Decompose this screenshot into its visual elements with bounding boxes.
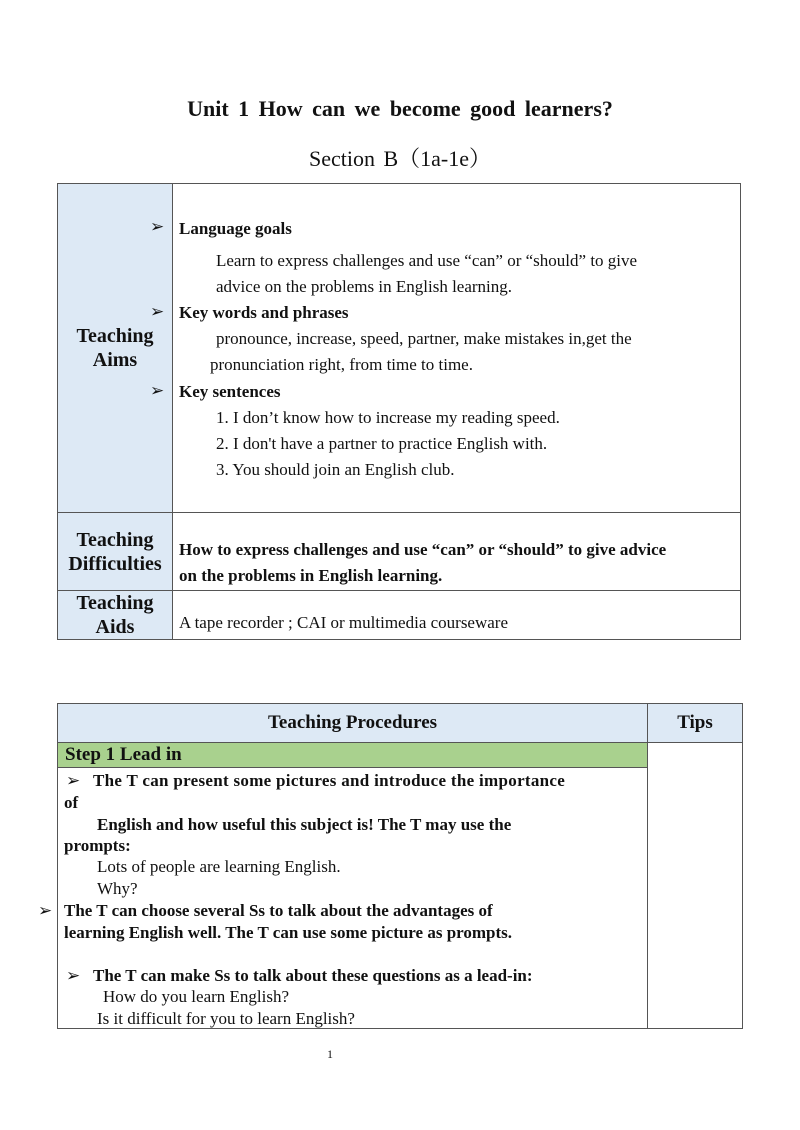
key-sentence: 1. I don’t know how to increase my reading speed. bbox=[216, 408, 560, 427]
key-words-heading: Key words and phrases bbox=[179, 303, 349, 322]
teaching-aids-text: A tape recorder ; CAI or multimedia courseware bbox=[179, 613, 509, 632]
teaching-aims-label: Teaching Aims bbox=[57, 183, 173, 513]
key-words-line: pronunciation right, from time to time. bbox=[210, 355, 473, 374]
procedure-text: The T can choose several Ss to talk about the advantages of bbox=[64, 901, 493, 920]
teaching-difficulties-label: Teaching Difficulties bbox=[57, 512, 173, 591]
arrowhead-bullet-icon: ➢ bbox=[150, 217, 165, 236]
procedure-text: English and how useful this subject is! The T may use the bbox=[97, 815, 512, 834]
page-subtitle: Section B（1a-1e） bbox=[308, 146, 492, 171]
procedure-text: How do you learn English? bbox=[103, 987, 290, 1006]
language-goals-heading: Language goals bbox=[179, 219, 292, 238]
arrowhead-bullet-icon: ➢ bbox=[66, 966, 81, 985]
difficulties-line: on the problems in English learning. bbox=[179, 566, 443, 585]
procedure-text: Is it difficult for you to learn English? bbox=[97, 1009, 355, 1028]
language-goals-line: Learn to express challenges and use “can” or “should” to give bbox=[216, 251, 638, 270]
procedure-text: prompts: bbox=[64, 836, 131, 855]
teaching-aids-label: Teaching Aids bbox=[57, 590, 173, 640]
key-sentence: 2. I don't have a partner to practice English with. bbox=[216, 434, 548, 453]
tips-cell bbox=[647, 742, 743, 1029]
key-words-line: pronounce, increase, speed, partner, make mistakes in,get the bbox=[216, 329, 632, 348]
arrowhead-bullet-icon: ➢ bbox=[38, 901, 53, 920]
step1-title: Step 1 Lead in bbox=[57, 742, 648, 768]
procedure-text: Why? bbox=[97, 879, 138, 898]
procedure-text: learning English well. The T can use some picture as prompts. bbox=[64, 923, 513, 942]
language-goals-line: advice on the problems in English learning. bbox=[216, 277, 513, 296]
procedures-header: Teaching Procedures bbox=[57, 703, 648, 743]
procedure-text: The T can make Ss to talk about these questions as a lead-in: bbox=[93, 966, 533, 985]
arrowhead-bullet-icon: ➢ bbox=[66, 771, 81, 790]
key-sentence: 3. You should join an English club. bbox=[216, 460, 455, 479]
page-title: Unit 1 How can we become good learners? bbox=[187, 96, 613, 121]
key-sentences-heading: Key sentences bbox=[179, 382, 281, 401]
difficulties-line: How to express challenges and use “can” or “should” to give advice bbox=[179, 540, 667, 559]
page-number: 1 bbox=[327, 1047, 333, 1061]
arrowhead-bullet-icon: ➢ bbox=[150, 302, 165, 321]
procedure-text: of bbox=[64, 793, 79, 812]
procedure-text: The T can present some pictures and introduce the importance bbox=[93, 771, 566, 790]
arrowhead-bullet-icon: ➢ bbox=[150, 381, 165, 400]
procedure-text: Lots of people are learning English. bbox=[97, 857, 341, 876]
tips-header: Tips bbox=[647, 703, 743, 743]
